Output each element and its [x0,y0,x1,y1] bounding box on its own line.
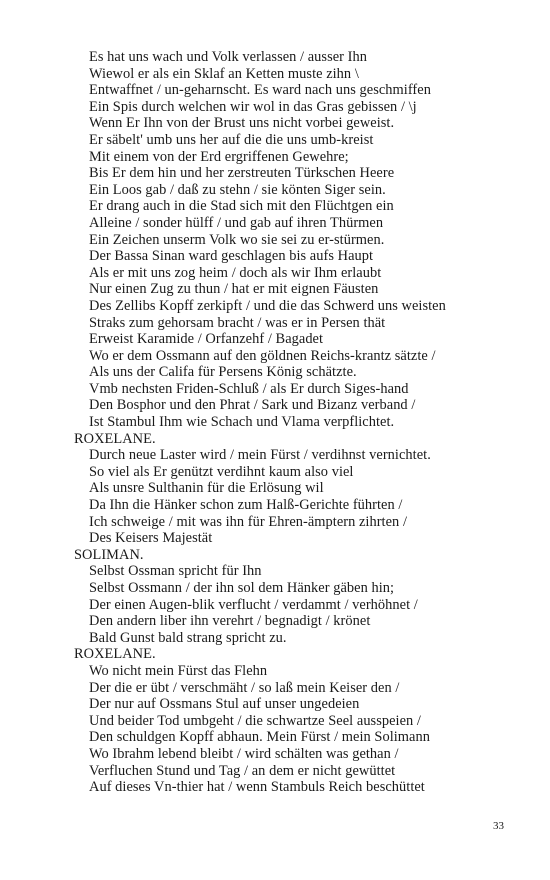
verse-line: Ein Zeichen unserm Volk wo sie sei zu er-stürmen. [89,231,385,248]
speaker-name: SOLIMAN. [74,546,144,563]
verse-line: Wo er dem Ossmann auf den göldnen Reichs-krantz sätzte / [89,347,436,364]
verse-line: Ein Loos gab / daß zu stehn / sie könten Siger sein. [89,181,386,198]
verse-line: Da Ihn die Hänker schon zum Halß-Gerichte führten / [89,497,403,514]
verse-line: Als unsre Sulthanin für die Erlösung wil [89,480,324,497]
verse-line: Ein Spis durch welchen wir wol in das Gras gebissen / \j [89,98,417,115]
verse-line: Wenn Er Ihn von der Brust uns nicht vorbei geweist. [89,115,395,132]
verse-line: Erweist Karamide / Orfanzehf / Bagadet [89,331,324,348]
verse-line: Mit einem von der Erd ergriffenen Gewehre; [89,148,349,165]
verse-line: Selbst Ossman spricht für Ihn [89,563,262,580]
verse-line: Des Keisers Majestät [89,530,213,547]
verse-line: Entwaffnet / un-geharnscht. Es ward nach uns geschmiffen [89,82,431,99]
verse-line: Der Bassa Sinan ward geschlagen bis aufs Haupt [89,248,374,265]
verse-line: Selbst Ossmann / der ihn sol dem Hänker gäben hin; [89,580,395,596]
page-number: 33 [493,820,504,832]
verse-line: Den andern liber ihn verehrt / begnadigt / krönet [89,613,371,630]
verse-line: Es hat uns wach und Volk verlassen / ausser Ihn [89,49,367,65]
verse-line: Alleine / sonder hülff / und gab auf ihren Thürmen [89,214,384,231]
drama-text [74,49,494,796]
verse-line: Bis Er dem hin und her zerstreuten Türkschen Heere [89,165,395,182]
verse-line: So viel als Er genützt verdihnt kaum also viel [89,463,354,480]
verse-line: Auf dieses Vn-thier hat / wenn Stambuls Reich beschüttet [89,779,425,796]
verse-line: Wo nicht mein Fürst das Flehn [89,662,268,679]
verse-line: Ich schweige / mit was ihn für Ehren-ämptern zihrten / [89,513,407,530]
verse-line: Der einen Augen-blik verflucht / verdammt / verhöhnet / [89,596,418,613]
verse-line: Wo Ibrahm lebend bleibt / wird schälten was gethan / [89,745,399,762]
verse-line: Des Zellibs Kopff zerkipft / und die das Schwerd uns weisten [89,297,446,314]
speaker-name: ROXELANE. [74,646,156,663]
verse-line: Der die er übt / verschmäht / so laß mein Keiser den / [89,679,400,696]
speaker-name: ROXELANE. [74,430,156,447]
verse-line: Wiewol er als ein Sklaf an Ketten muste zihn \ [89,65,359,82]
verse-line: Als er mit uns zog heim / doch als wir Ihm erlaubt [89,264,382,281]
verse-line: Nur einen Zug zu thun / hat er mit eignen Fäusten [89,281,379,298]
verse-line: Bald Gunst bald strang spricht zu. [89,629,287,646]
verse-line: Ist Stambul Ihm wie Schach und Vlama verpflichtet. [89,414,395,431]
verse-line: Er drang auch in die Stad sich mit den Flüchtgen ein [89,198,394,215]
verse-line: Den schuldgen Kopff abhaun. Mein Fürst / mein Solimann [89,729,430,746]
verse-line: Verfluchen Stund und Tag / an dem er nicht gewüttet [89,762,396,779]
verse-line: Er säbelt' umb uns her auf die die uns umb-kreist [89,131,374,148]
verse-line: Durch neue Laster wird / mein Fürst / verdihnst vernichtet. [89,447,431,464]
verse-line: Als uns der Califa für Persens König schätzte. [89,364,357,381]
verse-line: Vmb nechsten Friden-Schluß / als Er durch Siges-hand [89,380,409,397]
verse-line: Der nur auf Ossmans Stul auf unser ungedeien [89,696,360,713]
verse-line: Und beider Tod umbgeht / die schwartze Seel ausspeien / [89,712,421,729]
verse-line: Straks zum gehorsam bracht / was er in Persen thät [89,314,386,331]
verse-line: Den Bosphor und den Phrat / Sark und Bizanz verband / [89,397,416,414]
